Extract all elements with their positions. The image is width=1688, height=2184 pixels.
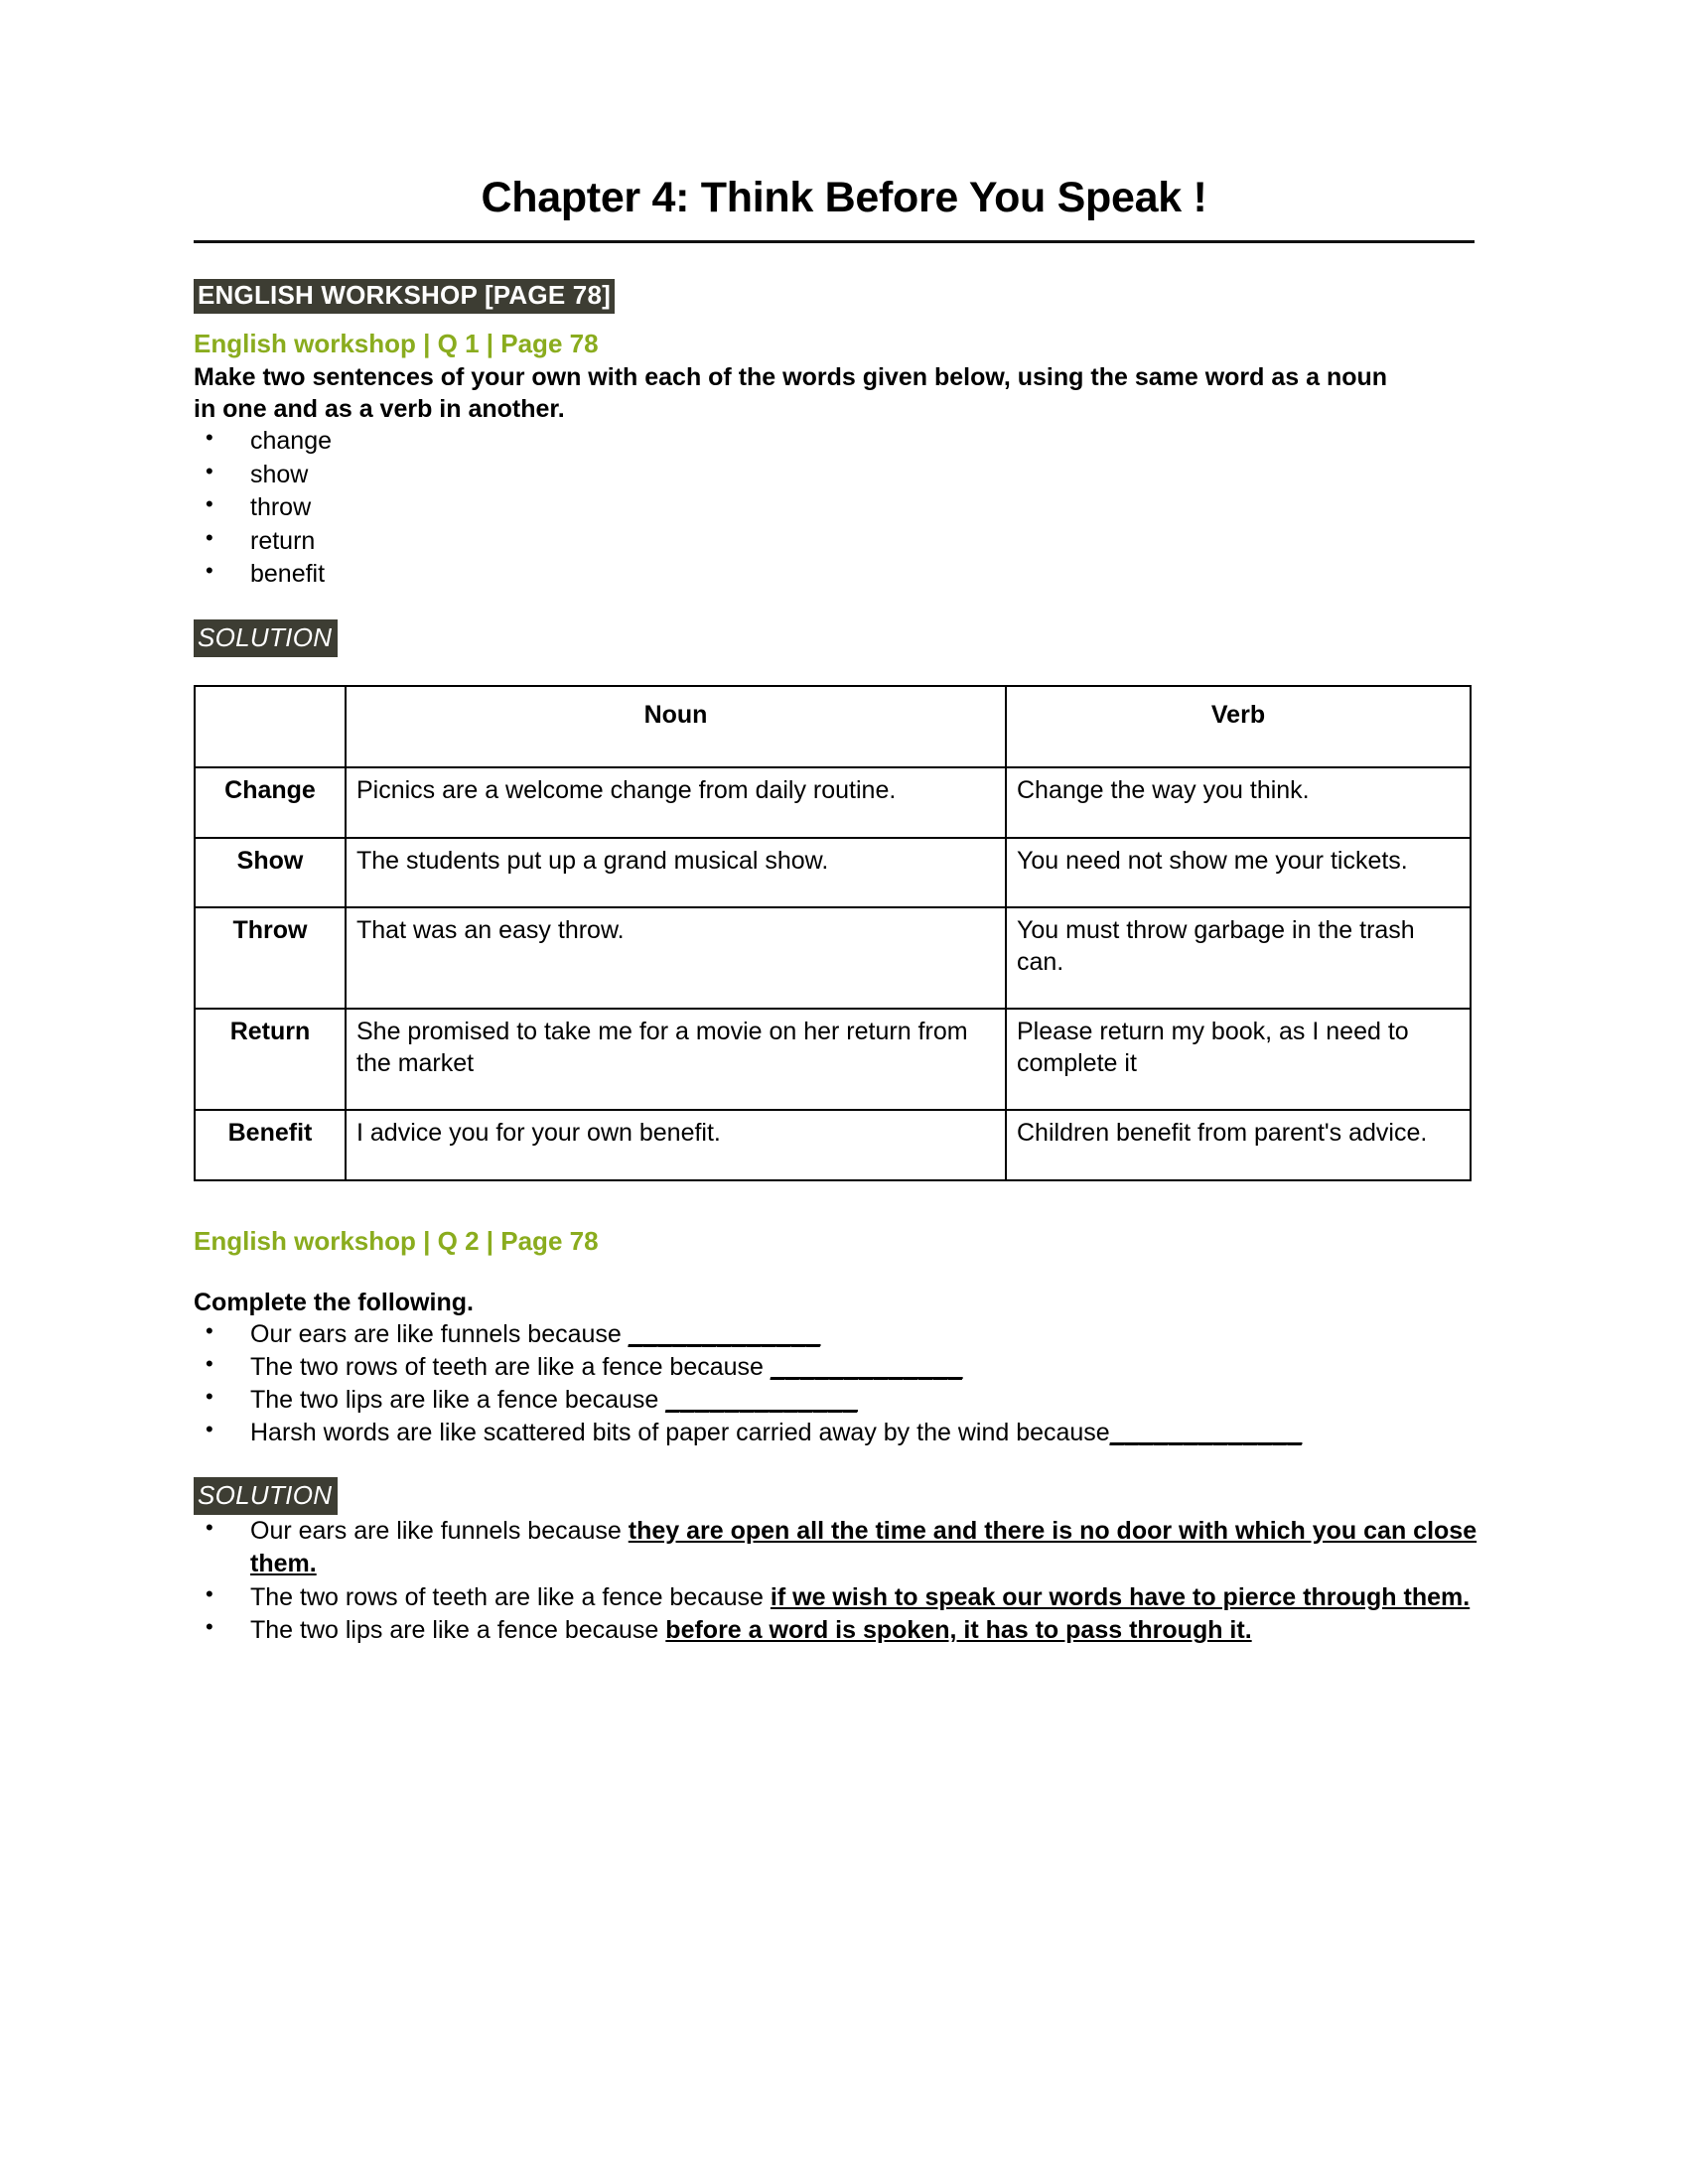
q1-prompt: Make two sentences of your own with each of the words given below, using the same word as a noun in one and as a verb in another.: [194, 363, 1388, 424]
table-cell-verb: Children benefit from parent's advice.: [1006, 1110, 1471, 1180]
list-item: [194, 459, 1494, 492]
list-item: [194, 525, 1494, 559]
q2-item-blank: _____________: [628, 1319, 821, 1348]
q2-answer-lead: The two lips are like a fence because: [250, 1616, 666, 1645]
q2-item-text: The two rows of teeth are like a fence because: [250, 1352, 771, 1381]
q2-item-blank: _____________: [665, 1385, 859, 1414]
q1-word-list: [194, 425, 1494, 592]
table-cell-word: Throw: [195, 907, 346, 1009]
section-header-band: ENGLISH WORKSHOP [PAGE 78]: [194, 279, 615, 314]
table-cell-noun: I advice you for your own benefit.: [346, 1110, 1006, 1180]
table-cell-noun: Picnics are a welcome change from daily routine.: [346, 767, 1006, 838]
page-title: Chapter 4: Think Before You Speak !: [481, 174, 1207, 221]
list-item: [194, 1581, 1494, 1615]
q2-heading: English workshop | Q 2 | Page 78: [194, 1225, 599, 1256]
list-item: [194, 1318, 1494, 1351]
spacer: [194, 657, 1494, 685]
q2-item-text: Harsh words are like scattered bits of paper carried away by the wind because: [250, 1418, 1110, 1446]
document-content: [194, 174, 1494, 1648]
list-item: [194, 1515, 1494, 1581]
table-cell-word: Change: [195, 767, 346, 838]
list-item: [194, 491, 1494, 525]
q1-word: throw: [250, 493, 312, 522]
q2-solution-label: SOLUTION: [194, 1477, 338, 1515]
q2-answer-list: [194, 1515, 1494, 1648]
table-cell-word: Show: [195, 838, 346, 908]
q1-solution-label-wrap: [194, 619, 1494, 657]
table-row: [195, 1110, 1471, 1180]
q2-item-blank: _____________: [770, 1352, 963, 1381]
q2-answer-text: they are open all the time and there is no door with which you can close them.: [250, 1516, 1477, 1578]
spacer: [194, 592, 1494, 619]
noun-verb-table: [194, 685, 1472, 1181]
q1-word: show: [250, 460, 309, 488]
list-item: [194, 1417, 1494, 1449]
q1-heading: English workshop | Q 1 | Page 78: [194, 329, 599, 359]
q1-solution-label: SOLUTION: [194, 619, 338, 657]
q2-answer-text: before a word is spoken, it has to pass through it.: [665, 1616, 1252, 1645]
english-workshop-section-header: [194, 279, 1494, 314]
list-item: [194, 558, 1494, 592]
q2-question-list: [194, 1318, 1494, 1449]
table-header-blank: [195, 686, 346, 768]
q1-word: benefit: [250, 560, 326, 589]
table-cell-verb: You need not show me your tickets.: [1006, 838, 1471, 908]
table-cell-verb: Change the way you think.: [1006, 767, 1471, 838]
spacer: [194, 1449, 1494, 1477]
q2-item-blank: _____________: [1109, 1418, 1303, 1446]
q2-prompt: Complete the following.: [194, 1288, 474, 1316]
q1-word: return: [250, 526, 316, 555]
table-cell-word: Benefit: [195, 1110, 346, 1180]
table-row: [195, 1009, 1471, 1110]
table-header-noun: Noun: [346, 686, 1006, 768]
table-cell-noun: She promised to take me for a movie on her return from the market: [346, 1009, 1006, 1110]
spacer: [194, 1181, 1494, 1225]
q2-item-text: Our ears are like funnels because: [250, 1319, 629, 1348]
table-row: [195, 907, 1471, 1009]
spacer: [194, 314, 1494, 328]
q1-word: change: [250, 427, 333, 456]
table-header-verb: Verb: [1006, 686, 1471, 768]
q2-solution-label-wrap: [194, 1477, 1494, 1515]
table-cell-noun: That was an easy throw.: [346, 907, 1006, 1009]
q2-answer-lead: The two rows of teeth are like a fence because: [250, 1582, 771, 1611]
list-item: [194, 425, 1494, 459]
table-header-row: [195, 686, 1471, 768]
q2-item-text: The two lips are like a fence because: [250, 1385, 666, 1414]
list-item: [194, 1384, 1494, 1417]
table-cell-verb: You must throw garbage in the trash can.: [1006, 907, 1471, 1009]
table-row: [195, 767, 1471, 838]
q2-answer-lead: Our ears are like funnels because: [250, 1516, 629, 1545]
title-divider: [194, 240, 1475, 243]
spacer: [194, 1259, 1494, 1287]
table-cell-word: Return: [195, 1009, 346, 1110]
table-row: [195, 838, 1471, 908]
q2-answer-text: if we wish to speak our words have to pierce through them.: [770, 1582, 1471, 1611]
list-item: [194, 1614, 1494, 1648]
table-cell-verb: Please return my book, as I need to complete it: [1006, 1009, 1471, 1110]
table-cell-noun: The students put up a grand musical show.: [346, 838, 1006, 908]
list-item: [194, 1351, 1494, 1384]
